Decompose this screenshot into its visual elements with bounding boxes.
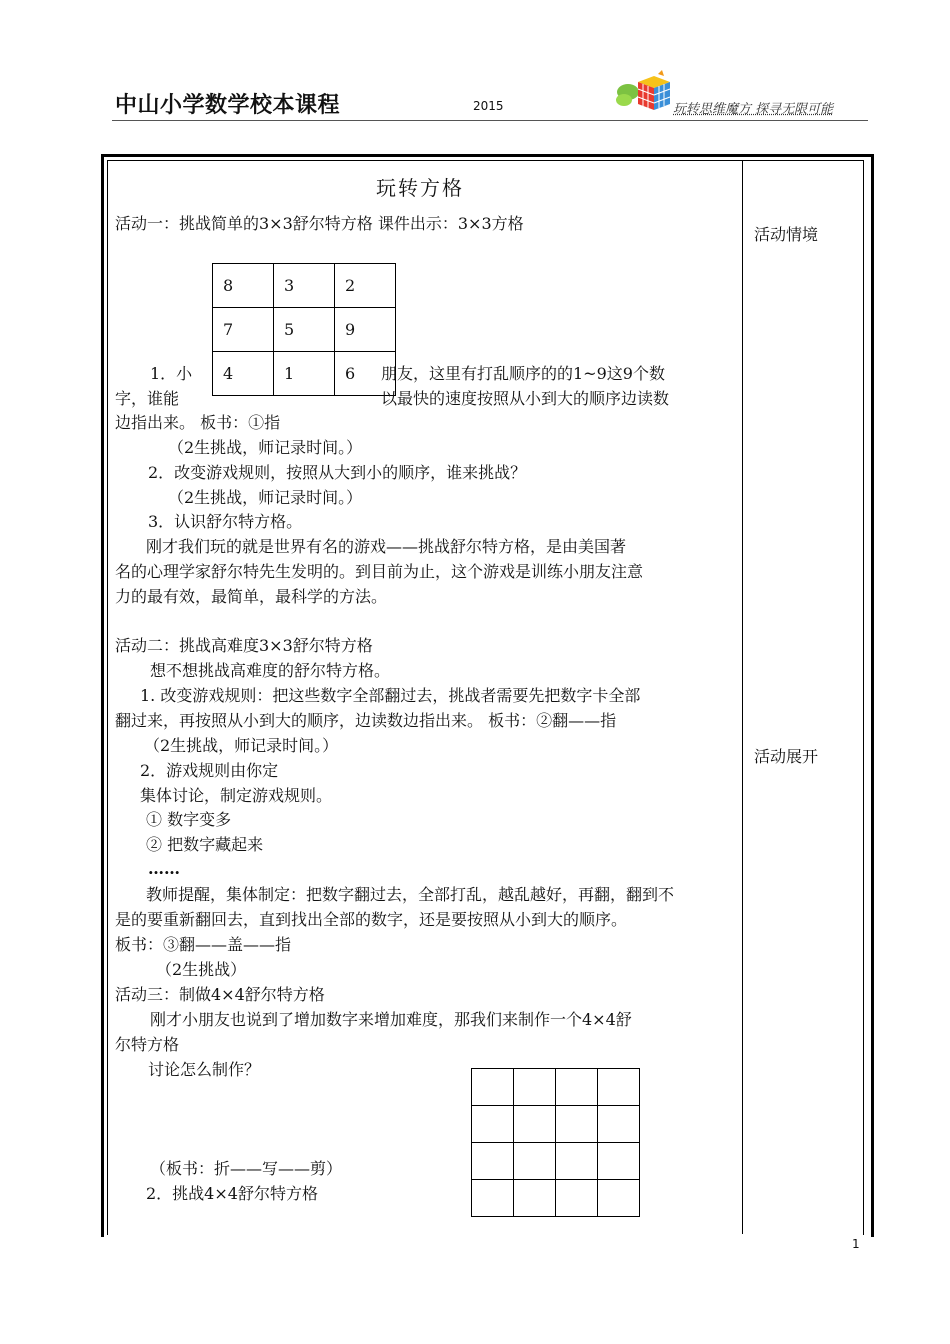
grid-cell bbox=[556, 1069, 598, 1106]
grid-cell: 7 bbox=[213, 308, 274, 352]
activity3-p1-a: 刚才小朋友也说到了增加数字来增加难度，那我们来制作一个4×4舒 bbox=[150, 1010, 632, 1029]
activity2-intro: 想不想挑战高难度的舒尔特方格。 bbox=[150, 661, 391, 680]
activity3-p4: 2．挑战4×4舒尔特方格 bbox=[146, 1184, 318, 1203]
activity1-p4-c: 力的最有效，最简单，最科学的方法。 bbox=[115, 587, 388, 606]
activity1-p4-a: 刚才我们玩的就是世界有名的游戏——挑战舒尔特方格，是由美国著 bbox=[146, 537, 627, 556]
schulte-grid-3x3 bbox=[212, 263, 396, 396]
column-divider bbox=[742, 161, 743, 1234]
activity2-p3-a: 教师提醒，集体制定：把数字翻过去，全部打乱，越乱越好，再翻，翻到不 bbox=[146, 885, 675, 904]
activity1-p1-right-b: 以最快的速度按照从小到大的顺序边读数 bbox=[381, 389, 670, 408]
grid-cell: 5 bbox=[274, 308, 335, 352]
activity1-p1-right-a: 朋友，这里有打乱顺序的的1~9这9个数 bbox=[381, 364, 665, 383]
activity2-ellipsis: …… bbox=[148, 859, 180, 878]
activity2-heading: 活动二：挑战高难度3×3舒尔特方格 bbox=[115, 636, 373, 655]
activity3-p1-b: 尔特方格 bbox=[115, 1035, 180, 1054]
grid-cell bbox=[514, 1143, 556, 1180]
grid-cell bbox=[472, 1106, 514, 1143]
grid-cell bbox=[556, 1180, 598, 1217]
activity1-p2-note: （2生挑战，师记录时间。） bbox=[168, 488, 363, 507]
grid-cell: 2 bbox=[335, 264, 396, 308]
activity3-p3: （板书：折——写——剪） bbox=[150, 1159, 343, 1178]
activity2-option-1: ① 数字变多 bbox=[146, 810, 232, 829]
rubiks-cube-logo-icon bbox=[616, 70, 674, 118]
activity3-heading: 活动三：制做4×4舒尔特方格 bbox=[115, 985, 325, 1004]
header-divider bbox=[112, 120, 868, 121]
grid-cell bbox=[598, 1106, 640, 1143]
grid-cell bbox=[514, 1106, 556, 1143]
activity2-p1-b: 翻过来，再按照从小到大的顺序，边读数边指出来。 板书：②翻——指 bbox=[115, 711, 617, 730]
page-number: 1 bbox=[852, 1237, 860, 1251]
grid-cell bbox=[472, 1180, 514, 1217]
activity1-p1-left-b: 字，谁能 bbox=[115, 389, 180, 408]
activity2-p2-b: 集体讨论，制定游戏规则。 bbox=[140, 786, 333, 805]
activity2-p1-a: 1. 改变游戏规则：把这些数字全部翻过去，挑战者需要先把数字卡全部 bbox=[140, 686, 641, 705]
grid-cell bbox=[472, 1069, 514, 1106]
activity2-p3-b: 是的要重新翻回去，直到找出全部的数字，还是要按照从小到大的顺序。 bbox=[115, 910, 628, 929]
grid-cell bbox=[598, 1069, 640, 1106]
header-year: 2015 bbox=[473, 99, 504, 113]
grid-cell: 6 bbox=[335, 352, 396, 396]
activity1-p4-b: 名的心理学家舒尔特先生发明的。到目前为止，这个游戏是训练小朋友注意 bbox=[115, 562, 644, 581]
side-label-context: 活动情境 bbox=[754, 225, 819, 244]
grid-cell: 1 bbox=[274, 352, 335, 396]
grid-cell: 8 bbox=[213, 264, 274, 308]
activity1-p3: 3．认识舒尔特方格。 bbox=[148, 512, 303, 531]
grid-cell bbox=[514, 1069, 556, 1106]
grid-cell bbox=[472, 1143, 514, 1180]
grid-cell bbox=[514, 1180, 556, 1217]
activity1-heading: 活动一：挑战简单的3×3舒尔特方格 课件出示：3×3方格 bbox=[115, 214, 524, 233]
activity1-p2: 2．改变游戏规则，按照从大到小的顺序，谁来挑战？ bbox=[148, 463, 527, 482]
activity2-p3-note: （2生挑战） bbox=[156, 960, 247, 979]
grid-cell bbox=[556, 1106, 598, 1143]
header-title: 中山小学数学校本课程 bbox=[115, 93, 341, 118]
activity2-p3-c: 板书：③翻——盖——指 bbox=[115, 935, 292, 954]
grid-cell: 4 bbox=[213, 352, 274, 396]
document-title: 玩转方格 bbox=[376, 176, 464, 200]
grid-cell bbox=[556, 1143, 598, 1180]
activity1-p1-c: 边指出来。 板书：①指 bbox=[115, 413, 281, 432]
activity2-p1-note: （2生挑战，师记录时间。） bbox=[144, 736, 339, 755]
schulte-grid-4x4-blank bbox=[471, 1068, 640, 1217]
side-label-develop: 活动展开 bbox=[754, 747, 819, 766]
grid-cell bbox=[598, 1180, 640, 1217]
header-slogan: 玩转思维魔方 探寻无限可能 bbox=[673, 102, 834, 117]
activity1-p1-note: （2生挑战，师记录时间。） bbox=[168, 438, 363, 457]
activity1-p1-left-a: 1．小 bbox=[150, 364, 193, 383]
grid-cell: 3 bbox=[274, 264, 335, 308]
activity2-option-2: ② 把数字藏起来 bbox=[146, 835, 264, 854]
grid-cell: 9 bbox=[335, 308, 396, 352]
activity2-p2: 2．游戏规则由你定 bbox=[140, 761, 279, 780]
grid-cell bbox=[598, 1143, 640, 1180]
activity3-p2: 讨论怎么制作？ bbox=[148, 1060, 261, 1079]
